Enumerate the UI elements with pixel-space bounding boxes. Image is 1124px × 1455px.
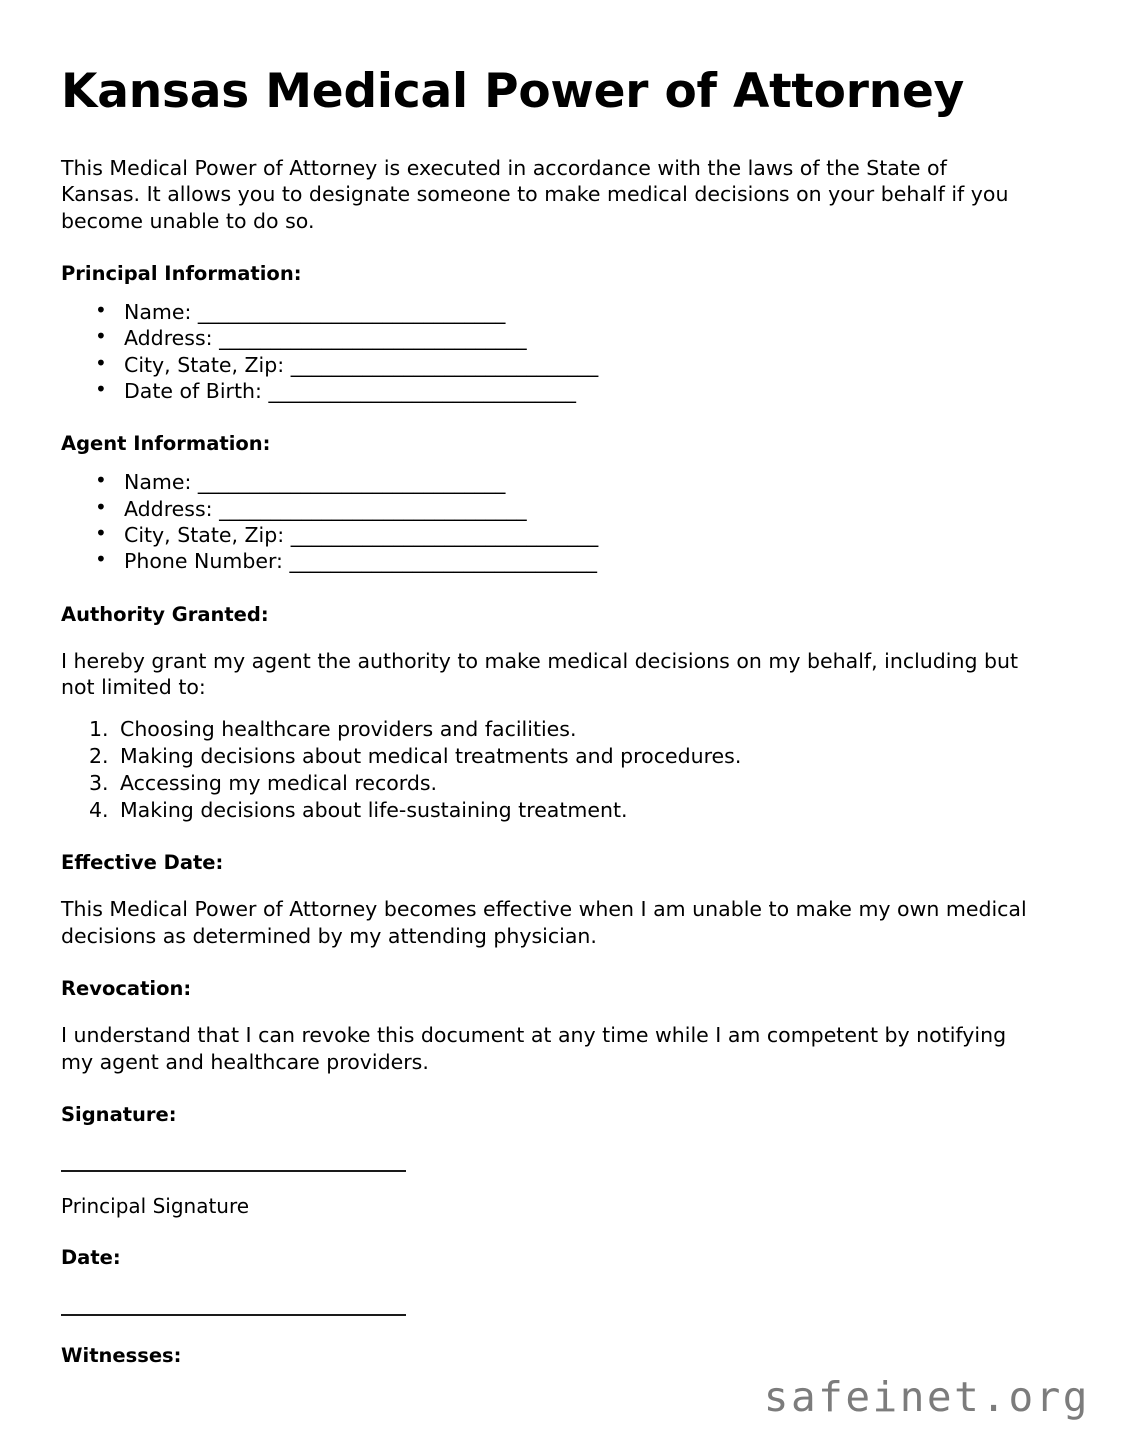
field-blank-agent-address[interactable]: ______________________________ (219, 496, 527, 521)
authority-granted-paragraph: I hereby grant my agent the authority to make medical decisions on my behalf, including but not limited to: (61, 648, 1019, 699)
list-item (95, 352, 1043, 378)
field-blank-agent-name[interactable]: ______________________________ (197, 470, 506, 495)
list-item (95, 469, 1043, 495)
effective-date-paragraph: This Medical Power of Attorney becomes effective when I am unable to make my own medical decisions as determined by my attending physician. (61, 897, 1027, 948)
field-label-principal-city-state-zip: City, State, Zip: (124, 352, 285, 377)
field-label-principal-date-of-birth: Date of Birth: (124, 378, 262, 403)
signature-line[interactable] (61, 1170, 406, 1172)
section-heading-signature: Signature: (61, 1103, 177, 1127)
principal-information-fields (61, 285, 1043, 404)
signature-caption: Principal Signature (61, 1194, 250, 1219)
revocation-paragraph: I understand that I can revoke this document at any time while I am competent by notifying my agent and healthcare providers. (61, 1023, 1007, 1074)
field-label-agent-city-state-zip: City, State, Zip: (124, 522, 285, 547)
list-item: Accessing my medical records. (120, 770, 438, 795)
site-watermark: safeinet.org (763, 1373, 1090, 1421)
intro-paragraph: This Medical Power of Attorney is executed in accordance with the laws of the State of Kansas. It allows you to designate someone to make medical decisions on your behalf if you become unable to do so. (61, 155, 1009, 233)
field-label-principal-address: Address: (124, 326, 213, 351)
date-line[interactable] (61, 1314, 406, 1316)
field-label-principal-name: Name: (124, 299, 192, 324)
list-item (95, 496, 1043, 522)
field-blank-principal-name[interactable]: ______________________________ (197, 299, 506, 324)
section-heading-witnesses: Witnesses: (61, 1344, 182, 1368)
field-blank-principal-city-state-zip[interactable]: ______________________________ (290, 352, 599, 377)
field-blank-principal-date-of-birth[interactable]: ______________________________ (268, 378, 576, 403)
section-heading-date: Date: (61, 1246, 121, 1270)
section-heading-authority-granted: Authority Granted: (61, 602, 269, 626)
authority-granted-list (61, 700, 1043, 823)
field-blank-agent-phone-number[interactable]: ______________________________ (289, 549, 597, 574)
date-line-wrapper (61, 1269, 1043, 1316)
list-item (95, 522, 1043, 548)
section-heading-effective-date: Effective Date: (61, 851, 224, 875)
field-label-agent-phone-number: Phone Number: (124, 549, 283, 574)
list-item (95, 378, 1043, 404)
list-item (95, 548, 1043, 574)
section-heading-revocation: Revocation: (61, 977, 192, 1001)
list-item: Making decisions about life-sustaining treatment. (120, 797, 628, 822)
section-heading-principal-information: Principal Information: (61, 261, 302, 285)
signature-line-wrapper (61, 1126, 1043, 1172)
list-item (95, 325, 1043, 351)
list-item: Choosing healthcare providers and facilities. (120, 717, 577, 742)
agent-information-fields (61, 455, 1043, 574)
document-content (61, 0, 1043, 1367)
field-blank-principal-address[interactable]: ______________________________ (219, 326, 527, 351)
field-blank-agent-city-state-zip[interactable]: ______________________________ (290, 522, 599, 547)
list-item: Making decisions about medical treatments and procedures. (120, 744, 742, 769)
field-label-agent-address: Address: (124, 496, 213, 521)
list-item (95, 299, 1043, 325)
section-heading-agent-information: Agent Information: (61, 432, 271, 456)
page-title: Kansas Medical Power of Attorney (61, 64, 965, 119)
field-label-agent-name: Name: (124, 470, 192, 495)
